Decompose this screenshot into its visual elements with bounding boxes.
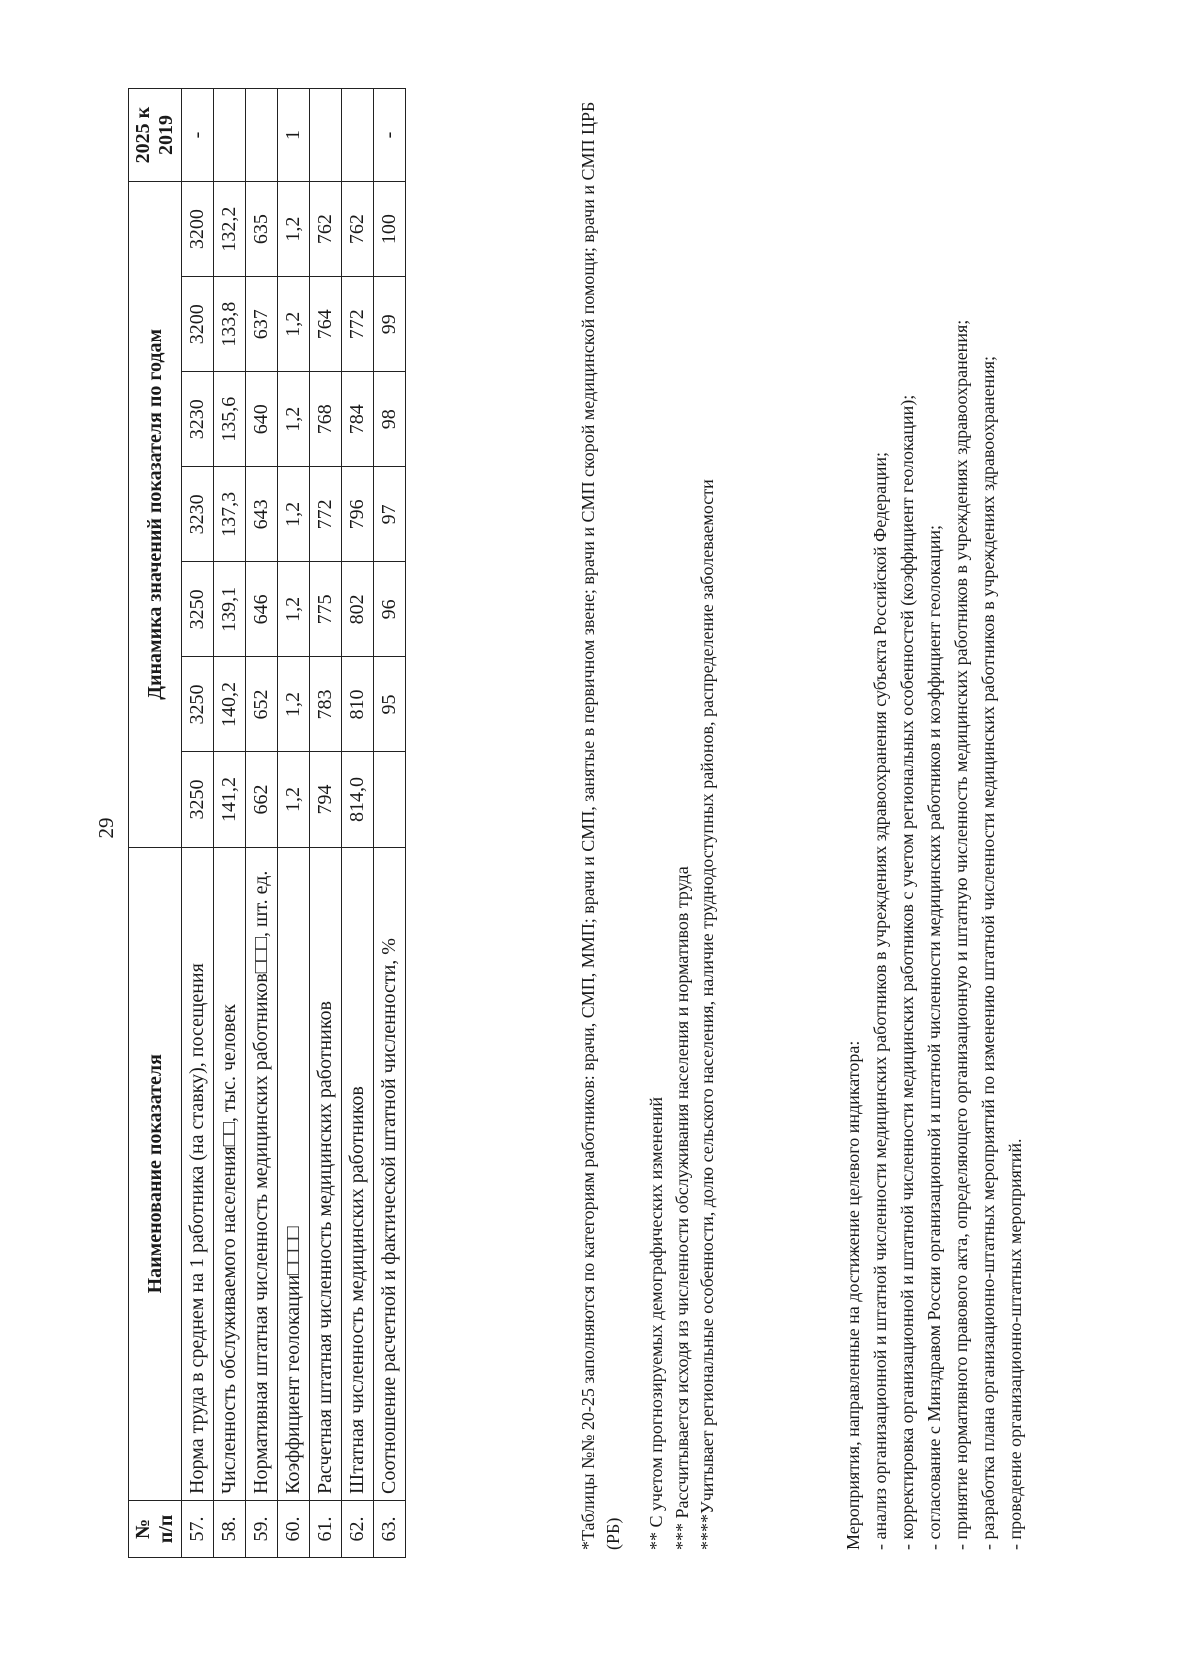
indicator-name: Соотношение расчетной и фактической штатной численности, % — [374, 847, 406, 1500]
row-number: 62. — [342, 1500, 374, 1557]
year-value-cell: 783 — [310, 657, 342, 752]
indicator-name: Расчетная штатная численность медицинских работников — [310, 847, 342, 1500]
year-value-cell: 3250 — [182, 657, 214, 752]
row-number: 60. — [278, 1500, 310, 1557]
year-value-cell: 643 — [246, 467, 278, 562]
header-indicator-name: Наименование показателя — [129, 847, 182, 1500]
header-2025-vs-2019 — [129, 89, 182, 182]
year-value-cell: 784 — [342, 372, 374, 467]
page-number: 29 — [94, 817, 118, 839]
year-value-cell: 662 — [246, 752, 278, 847]
year-value-cell: 135,6 — [214, 372, 246, 467]
year-value-cell — [374, 752, 406, 847]
year-value-cell: 814,0 — [342, 752, 374, 847]
footnote-4: ****Учитывает региональные особенности, долю сельского населения, наличие труднодоступных районов, распределение заболеваемости — [696, 479, 717, 1550]
year-value-cell: 100 — [374, 182, 406, 277]
year-value-cell: 772 — [342, 277, 374, 372]
year-value-cell: 764 — [310, 277, 342, 372]
year-value-cell: 762 — [342, 182, 374, 277]
year-value-cell: 802 — [342, 562, 374, 657]
measure-item: - разработка плана организационно-штатных мероприятий по изменению штатной численности медицинских работников в учреждениях здравоохранения; — [978, 356, 998, 1550]
table-row — [214, 89, 246, 1558]
footnote-2: ** С учетом прогнозируемых демографических изменений — [646, 1096, 667, 1550]
year-value-cell: 646 — [246, 562, 278, 657]
measure-item: - принятие нормативного правового акта, определяющего организационную и штатную численность медицинских работников в учреждениях здравоохранения; — [951, 319, 971, 1550]
year-value-cell: 635 — [246, 182, 278, 277]
measure-item: - анализ организационной и штатной численности медицинских работников в учреждениях здравоохранения субъекта Российской Федерации; — [870, 451, 890, 1550]
measures-title: Мероприятия, направленные на достижение целевого индикатора: — [843, 1040, 863, 1550]
year-value-cell: 775 — [310, 562, 342, 657]
year-value-cell: 95 — [374, 657, 406, 752]
year-value-cell: 1,2 — [278, 562, 310, 657]
indicator-name: Нормативная штатная численность медицинских работников□□□, шт. ед. — [246, 847, 278, 1500]
year-value-cell: 796 — [342, 467, 374, 562]
year-value-cell: 141,2 — [214, 752, 246, 847]
year-value-cell: 3200 — [182, 182, 214, 277]
header-last-text: 2025 к 2019 — [132, 106, 177, 164]
measure-item: - проведение организационно-штатных мероприятий. — [1005, 1138, 1025, 1550]
year-value-cell: 1,2 — [278, 277, 310, 372]
year-value-cell: 137,3 — [214, 467, 246, 562]
year-value-cell: 637 — [246, 277, 278, 372]
year-value-cell: 3250 — [182, 562, 214, 657]
indicator-name: Численность обслуживаемого населения□□, тыс. человек — [214, 847, 246, 1500]
table-row — [278, 89, 310, 1558]
ratio-2025-2019-cell — [342, 89, 374, 182]
table-row — [310, 89, 342, 1558]
year-value-cell: 1,2 — [278, 657, 310, 752]
indicator-name: Норма труда в среднем на 1 работника (на ставку), посещения — [182, 847, 214, 1500]
ratio-2025-2019-cell: 1 — [278, 89, 310, 182]
year-value-cell: 768 — [310, 372, 342, 467]
year-value-cell: 640 — [246, 372, 278, 467]
year-value-cell: 1,2 — [278, 752, 310, 847]
year-value-cell: 1,2 — [278, 182, 310, 277]
year-value-cell: 132,2 — [214, 182, 246, 277]
year-value-cell: 3200 — [182, 277, 214, 372]
indicator-name: Штатная численность медицинских работников — [342, 847, 374, 1500]
header-number — [129, 1500, 182, 1557]
indicator-name: Коэффициент геолокации□□□□ — [278, 847, 310, 1500]
year-value-cell: 3230 — [182, 467, 214, 562]
row-number: 59. — [246, 1500, 278, 1557]
year-value-cell: 652 — [246, 657, 278, 752]
row-number: 57. — [182, 1500, 214, 1557]
year-value-cell: 810 — [342, 657, 374, 752]
year-value-cell: 762 — [310, 182, 342, 277]
ratio-2025-2019-cell — [214, 89, 246, 182]
indicator-table — [128, 88, 406, 1558]
year-value-cell: 794 — [310, 752, 342, 847]
table-body — [182, 89, 406, 1558]
table-row — [182, 89, 214, 1558]
year-value-cell: 99 — [374, 277, 406, 372]
header-dynamics: Динамика значений показателя по годам — [129, 182, 182, 847]
table-row — [246, 89, 278, 1558]
year-value-cell: 96 — [374, 562, 406, 657]
footnote-1: *Таблицы №№ 20-25 заполняются по категориям работников: врачи, СМП, ММП; врачи и СМП, занятые в первичном звене; врачи и СМП скорой медицинской помощи; врачи и СМП ЦРБ (РБ) — [578, 101, 624, 1550]
measures-section — [840, 90, 1029, 1550]
ratio-2025-2019-cell: - — [182, 89, 214, 182]
year-value-cell: 139,1 — [214, 562, 246, 657]
indicator-table-container — [128, 88, 406, 1558]
year-value-cell: 140,2 — [214, 657, 246, 752]
table-header-row — [129, 89, 182, 1558]
ratio-2025-2019-cell — [246, 89, 278, 182]
footnotes — [576, 90, 720, 1550]
year-value-cell: 1,2 — [278, 372, 310, 467]
footnote-3: *** Рассчитывается исходя из численности обслуживания населения и нормативов труда — [671, 866, 692, 1550]
rotated-document-page — [40, 28, 1160, 1628]
header-number-text: № п/п — [132, 1514, 177, 1544]
row-number: 61. — [310, 1500, 342, 1557]
year-value-cell: 98 — [374, 372, 406, 467]
ratio-2025-2019-cell — [310, 89, 342, 182]
year-value-cell: 3250 — [182, 752, 214, 847]
year-value-cell: 133,8 — [214, 277, 246, 372]
ratio-2025-2019-cell: - — [374, 89, 406, 182]
year-value-cell: 3230 — [182, 372, 214, 467]
year-value-cell: 1,2 — [278, 467, 310, 562]
measure-item: - согласование с Минздравом России организационной и штатной численности медицинских работников и коэффициент геолокации; — [924, 525, 944, 1550]
row-number: 58. — [214, 1500, 246, 1557]
table-row — [374, 89, 406, 1558]
table-row — [342, 89, 374, 1558]
year-value-cell: 772 — [310, 467, 342, 562]
row-number: 63. — [374, 1500, 406, 1557]
year-value-cell: 97 — [374, 467, 406, 562]
measure-item: - корректировка организационной и штатной численности медицинских работников с учетом региональных особенностей (коэффициент геолокации); — [897, 394, 917, 1550]
